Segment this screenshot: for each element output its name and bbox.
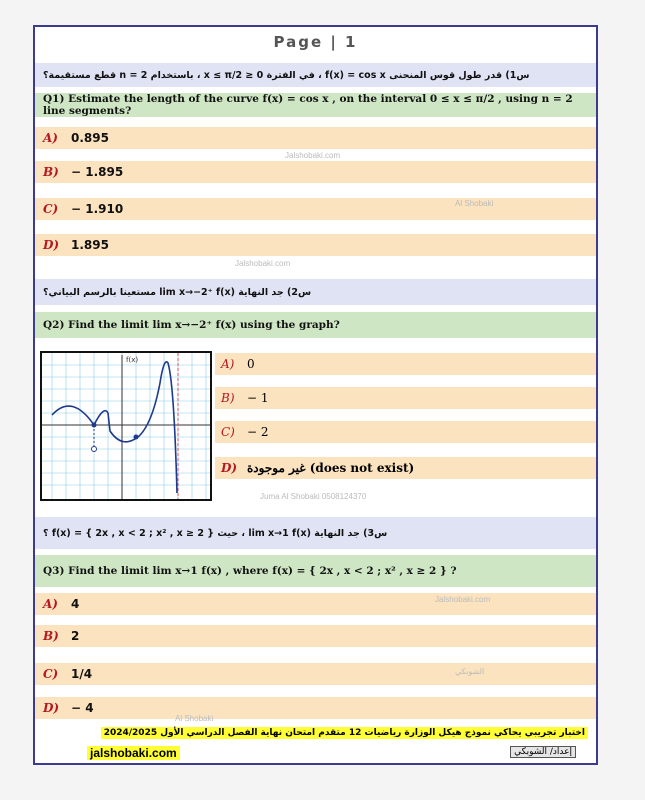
q1-option-a[interactable] bbox=[35, 127, 596, 149]
option-value: − 1.895 bbox=[71, 165, 124, 179]
q3-option-d[interactable] bbox=[35, 697, 596, 719]
graph-label: f(x) bbox=[126, 356, 139, 364]
q3-option-a[interactable] bbox=[35, 593, 596, 615]
footer-author: إعداد/ الشوبكي bbox=[510, 746, 576, 758]
exam-page bbox=[33, 25, 598, 765]
option-letter: B) bbox=[43, 629, 59, 643]
option-value: 0.895 bbox=[71, 131, 109, 145]
q1-arabic: س1) قدر طول قوس المنحنى f(x) = cos x ، في الفترة 0 ≤ x ≤ π/2 ، باستخدام n = 2 قطع مستقيمة؟ bbox=[35, 63, 596, 87]
min-dot bbox=[134, 435, 139, 440]
q2-option-a[interactable] bbox=[215, 353, 596, 375]
q2-option-b[interactable] bbox=[215, 387, 596, 409]
site-watermark: Jalshobaki.com bbox=[235, 259, 291, 268]
q1-english: Q1) Estimate the length of the curve f(x) = cos x , on the interval 0 ≤ x ≤ π/2 , using n = 2 line segments? bbox=[35, 93, 596, 117]
option-value: − 1 bbox=[247, 391, 269, 405]
option-value: 0 bbox=[247, 357, 255, 371]
site-watermark: Jalshobaki.com bbox=[285, 151, 341, 160]
option-value: − 4 bbox=[71, 701, 94, 715]
q2-option-d[interactable] bbox=[215, 457, 596, 479]
option-value: 2 bbox=[71, 629, 80, 643]
q2-option-c[interactable] bbox=[215, 421, 596, 443]
option-value: 4 bbox=[71, 597, 80, 611]
graph-svg bbox=[42, 353, 210, 499]
limit-graph bbox=[40, 351, 212, 501]
option-letter: A) bbox=[221, 357, 235, 371]
option-letter: C) bbox=[43, 667, 59, 681]
q1-option-b[interactable] bbox=[35, 161, 596, 183]
option-letter: B) bbox=[43, 165, 59, 179]
page-number: Page | 1 bbox=[273, 33, 358, 51]
option-value: − 2 bbox=[247, 425, 269, 439]
name-watermark: Al Shobaki bbox=[455, 199, 494, 208]
q3-english: Q3) Find the limit lim x→1 f(x) , where f(x) = { 2x , x < 2 ; x² , x ≥ 2 } ? bbox=[35, 555, 596, 587]
q1-option-c[interactable] bbox=[35, 198, 596, 220]
footer-site[interactable]: jalshobaki.com bbox=[87, 746, 180, 760]
q2-english: Q2) Find the limit lim x→−2⁺ f(x) using the graph? bbox=[35, 312, 596, 338]
option-letter: C) bbox=[43, 202, 59, 216]
name-watermark: Al Shobaki bbox=[175, 714, 214, 723]
curve-left bbox=[52, 406, 94, 425]
q1-option-d[interactable] bbox=[35, 234, 596, 256]
option-letter: D) bbox=[43, 238, 60, 252]
curve-right bbox=[108, 362, 177, 493]
contact-watermark: Juma Al Shobaki 0508124370 bbox=[260, 492, 367, 501]
q2-arabic: س2) جد النهاية lim x→−2⁺ f(x) مستعينا بالرسم البياني؟ bbox=[35, 279, 596, 305]
site-watermark: Jalshobaki.com bbox=[435, 595, 491, 604]
option-value: 1.895 bbox=[71, 238, 109, 252]
option-letter: D) bbox=[221, 461, 238, 475]
option-value: 1/4 bbox=[71, 667, 93, 681]
q3-arabic: س3) جد النهاية lim x→1 f(x) ، حيث f(x) = { 2x , x < 2 ; x² , x ≥ 2 } ؟ bbox=[35, 517, 596, 549]
option-letter: A) bbox=[43, 131, 58, 145]
footer-title: اختبار تجريبي يحاكي نموذج هيكل الوزارة رياضيات 12 متقدم امتحان نهاية الفصل الدراسي الأول 2024/2025 bbox=[101, 728, 588, 738]
option-letter: C) bbox=[221, 425, 235, 439]
option-letter: A) bbox=[43, 597, 58, 611]
arabic-watermark: الشوبكي bbox=[455, 667, 485, 676]
option-value: − 1.910 bbox=[71, 202, 124, 216]
option-letter: D) bbox=[43, 701, 60, 715]
q3-option-b[interactable] bbox=[35, 625, 596, 647]
q3-option-c[interactable] bbox=[35, 663, 596, 685]
option-value: غير موجودة (does not exist) bbox=[247, 461, 415, 475]
option-letter: B) bbox=[221, 391, 235, 405]
